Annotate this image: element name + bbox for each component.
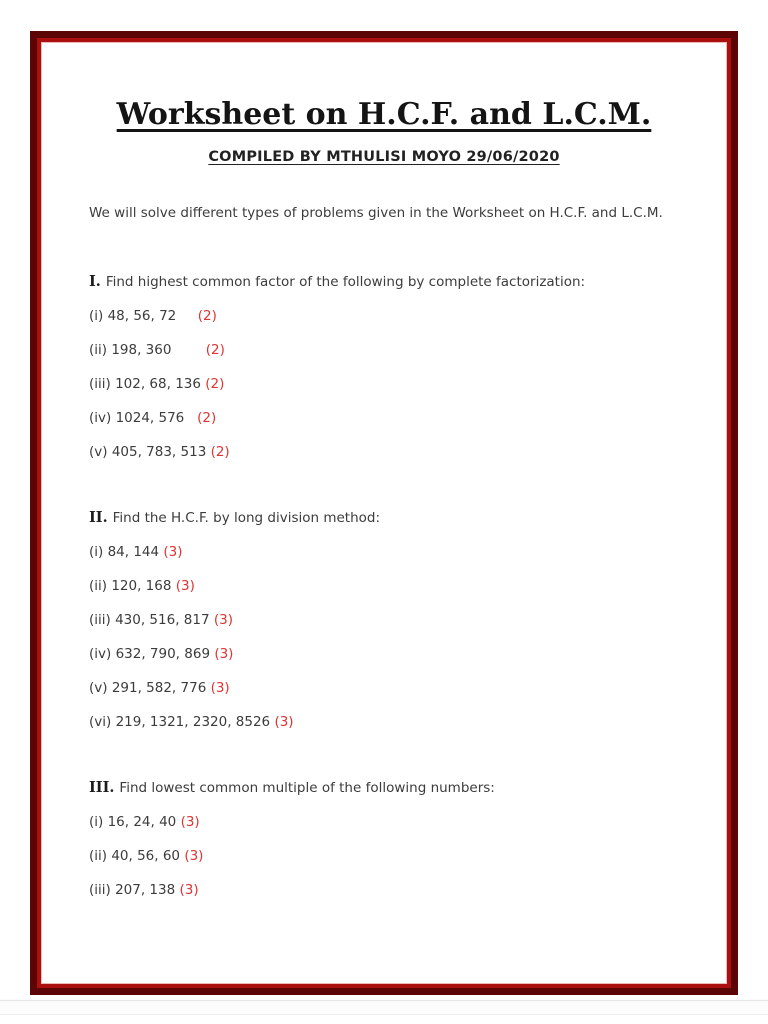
problem-item [89,873,679,907]
problem-numbers: (iii) 430, 516, 817 [89,611,214,628]
section-heading [89,771,679,805]
problem-item [89,705,679,739]
problem-numbers: (i) 16, 24, 40 [89,813,181,830]
problem-numbers: (vi) 219, 1321, 2320, 8526 [89,713,275,730]
problem-numbers: (ii) 40, 56, 60 [89,847,185,864]
problem-numbers: (iii) 102, 68, 136 [89,375,206,392]
problem-item [89,535,679,569]
section-lcm [89,771,679,907]
problem-numbers: (v) 291, 582, 776 [89,679,211,696]
page-edge-line [0,1000,768,1001]
problem-numbers: (i) 84, 144 [89,543,164,560]
marks-badge: (2) [205,375,225,392]
section-heading [89,265,679,299]
problem-item [89,569,679,603]
marks-badge: (3) [180,813,200,830]
intro-paragraph: We will solve different types of problems given in the Worksheet on H.C.F. and L.C.M. [89,205,663,221]
section-heading-text: Find the H.C.F. by long division method: [112,509,381,526]
marks-badge: (2) [197,307,217,324]
marks-badge: (2) [205,341,225,358]
marks-badge: (3) [175,577,195,594]
problem-numbers: (ii) 198, 360 [89,341,206,358]
problem-item [89,839,679,873]
page-border-frame-inner [41,42,727,984]
problem-numbers: (i) 48, 56, 72 [89,307,198,324]
marks-badge: (2) [210,443,230,460]
problem-numbers: (ii) 120, 168 [89,577,176,594]
problem-numbers: (iv) 632, 790, 869 [89,645,215,662]
problem-numbers: (iii) 207, 138 [89,881,180,898]
problem-item [89,603,679,637]
section-heading-text: Find lowest common multiple of the following numbers: [119,779,495,796]
marks-badge: (3) [210,679,230,696]
marks-badge: (3) [214,645,234,662]
section-numeral: II. [89,508,108,526]
marks-badge: (2) [197,409,217,426]
marks-badge: (3) [274,713,294,730]
problem-numbers: (v) 405, 783, 513 [89,443,211,460]
section-heading [89,501,679,535]
page-content [42,43,726,907]
problem-numbers: (iv) 1024, 576 [89,409,198,426]
section-numeral: III. [89,778,115,796]
section-hcf-long-division [89,501,679,739]
page-border-frame [30,31,738,995]
section-numeral: I. [89,272,101,290]
problem-item [89,435,679,469]
marks-badge: (3) [179,881,199,898]
problem-item [89,333,679,367]
marks-badge: (3) [184,847,204,864]
problem-item [89,401,679,435]
section-heading-text: Find highest common factor of the following by complete factorization: [105,273,586,290]
problem-item [89,299,679,333]
marks-badge: (3) [213,611,233,628]
page-border-frame-mid [37,38,731,988]
page-title: Worksheet on H.C.F. and L.C.M. [116,97,652,132]
section-hcf-factorization [89,265,679,469]
marks-badge: (3) [163,543,183,560]
problem-item [89,637,679,671]
next-page-sliver [0,1014,768,1024]
problem-item [89,805,679,839]
problem-item [89,367,679,401]
page-subtitle: COMPILED BY MTHULISI MOYO 29/06/2020 [208,149,560,165]
problem-item [89,671,679,705]
